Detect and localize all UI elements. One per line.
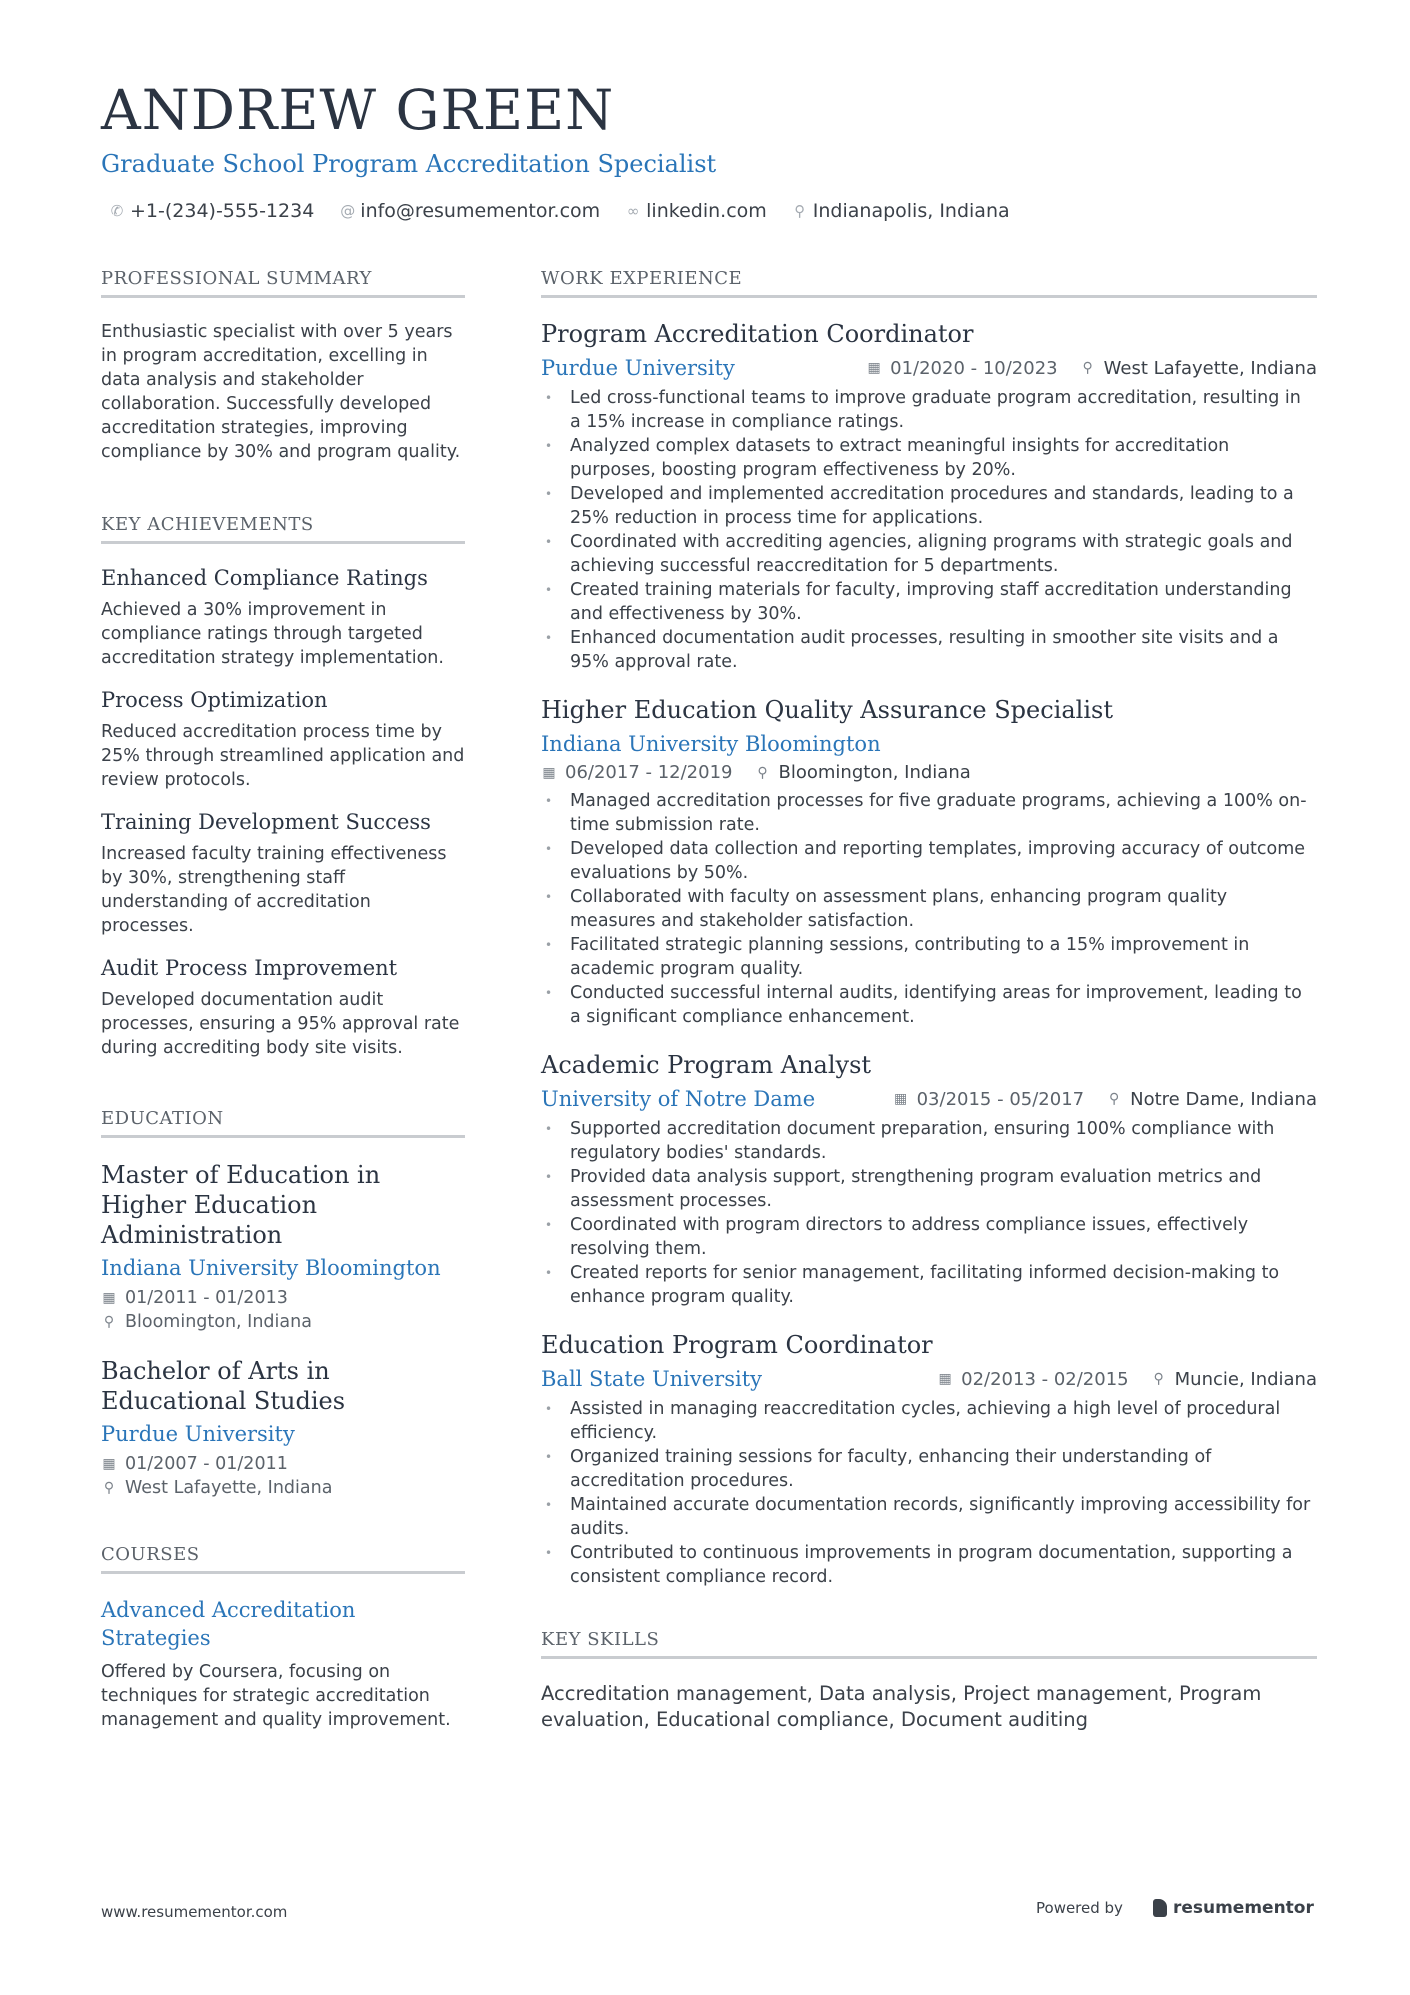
education-location: ⚲ Bloomington, Indiana: [101, 1310, 465, 1334]
section-heading: EDUCATION: [101, 1108, 465, 1138]
education-dates: ▦ 01/2011 - 01/2013: [102, 1288, 288, 1308]
job-location: West Lafayette, Indiana: [1103, 357, 1317, 379]
bullet-item: • Enhanced documentation audit processes, resulting in smoother site visits and a 95% approval rate.: [541, 626, 1317, 674]
job-bullets: [541, 789, 1317, 1029]
location-pin-icon: ⚲: [1082, 360, 1093, 376]
contact-linkedin[interactable]: [626, 200, 767, 222]
education-dates: ▦ 01/2007 - 01/2011: [102, 1454, 288, 1474]
bullet-item: • Created training materials for faculty, improving staff accreditation understanding and effectiveness by 30%.: [541, 578, 1317, 626]
company-name: Ball State University: [541, 1367, 763, 1391]
bullet-item: • Led cross-functional teams to improve graduate program accreditation, resulting in a 15% increase in compliance ratings.: [541, 386, 1317, 434]
bullet-item: • Collaborated with faculty on assessment plans, enhancing program quality measures and stakeholder satisfaction.: [541, 885, 1317, 933]
section-heading: WORK EXPERIENCE: [541, 268, 1317, 298]
job-entry: [541, 1051, 1317, 1309]
job-header-row: [541, 356, 1317, 380]
calendar-icon: ▦: [867, 360, 881, 376]
bullet-item: • Facilitated strategic planning sessions, contributing to a 15% improvement in academic program quality.: [541, 933, 1317, 981]
job-bullets: [541, 1397, 1317, 1589]
section-heading: PROFESSIONAL SUMMARY: [101, 268, 465, 298]
achievement-item: [101, 566, 465, 670]
section-heading: KEY SKILLS: [541, 1629, 1317, 1659]
candidate-role: Graduate School Program Accreditation Specialist: [101, 150, 717, 178]
bullet-item: • Developed data collection and reporting templates, improving accuracy of outcome evaluations by 50%.: [541, 837, 1317, 885]
link-icon: ∞: [626, 202, 640, 220]
footer-brand: [1036, 1898, 1314, 1918]
job-dates: 02/2013 - 02/2015: [961, 1368, 1129, 1390]
calendar-icon: ▦: [102, 1456, 116, 1472]
location-pin-icon: ⚲: [1108, 1091, 1120, 1107]
job-header-row: [541, 1087, 1317, 1111]
candidate-name: ANDREW GREEN: [101, 78, 615, 142]
company-name: Purdue University: [541, 356, 735, 380]
contact-phone[interactable]: [110, 200, 314, 222]
bullet-item: • Supported accreditation document preparation, ensuring 100% compliance with regulatory bodies' standards.: [541, 1117, 1317, 1165]
achievement-title: Audit Process Improvement: [101, 956, 398, 980]
bullet-item: • Contributed to continuous improvements in program documentation, supporting a consistent compliance record.: [541, 1541, 1317, 1589]
summary-text: Enthusiastic specialist with over 5 years in program accreditation, excelling in data analysis and stakeholder collaboration. Successfully developed accreditation strategies, improving compliance by 30% and program quality.: [101, 322, 461, 462]
email-icon: @: [340, 202, 356, 220]
bullet-item: • Analyzed complex datasets to extract meaningful insights for accreditation purposes, boosting program effectiveness by 20%.: [541, 434, 1317, 482]
location-icon: ⚲: [794, 202, 806, 220]
brand-name: resumementor: [1172, 1898, 1314, 1918]
course-text: Offered by Coursera, focusing on techniques for strategic accreditation management and quality improvement.: [101, 1662, 451, 1730]
bullet-item: • Maintained accurate documentation records, significantly improving accessibility for audits.: [541, 1493, 1317, 1541]
job-bullets: [541, 1117, 1317, 1309]
resumementor-logo-icon: [1153, 1899, 1167, 1917]
job-title: Program Accreditation Coordinator: [541, 320, 974, 348]
job-meta: [937, 1369, 1317, 1390]
skills-section: [541, 1629, 1317, 1733]
job-location: Bloomington, Indiana: [778, 762, 971, 783]
job-entry: [541, 1331, 1317, 1589]
achievement-item: [101, 688, 465, 792]
summary-section: [101, 268, 465, 464]
location-pin-icon: ⚲: [103, 1480, 115, 1496]
brand-link[interactable]: [1153, 1898, 1314, 1918]
location-pin-icon: ⚲: [1153, 1371, 1164, 1387]
company-name: University of Notre Dame: [541, 1087, 816, 1111]
job-entry: [541, 696, 1317, 1029]
left-column: [101, 268, 465, 1732]
achievement-item: [101, 810, 465, 938]
achievement-item: [101, 956, 465, 1060]
job-location: Muncie, Indiana: [1174, 1368, 1317, 1390]
phone-text: +1-(234)-555-1234: [130, 200, 315, 222]
contact-bar: [110, 200, 1010, 222]
calendar-icon: ▦: [542, 764, 556, 781]
courses-section: [101, 1544, 465, 1732]
job-dates: 03/2015 - 05/2017: [916, 1088, 1085, 1110]
bullet-item: • Organized training sessions for faculty, enhancing their understanding of accreditation procedures.: [541, 1445, 1317, 1493]
footer-website[interactable]: www.resumementor.com: [101, 1903, 288, 1921]
bullet-item: • Conducted successful internal audits, identifying areas for improvement, leading to a significant compliance enhancement.: [541, 981, 1317, 1029]
achievement-text: Reduced accreditation process time by 25% through streamlined application and review protocols.: [101, 722, 465, 790]
degree-title: Bachelor of Arts in Educational Studies: [101, 1357, 346, 1415]
job-entry: [541, 320, 1317, 674]
job-dates: 01/2020 - 10/2023: [890, 357, 1058, 379]
calendar-icon: ▦: [938, 1371, 952, 1387]
achievement-title: Enhanced Compliance Ratings: [101, 566, 428, 590]
location-text: Indianapolis, Indiana: [812, 200, 1010, 222]
phone-icon: ✆: [110, 202, 124, 220]
section-heading: KEY ACHIEVEMENTS: [101, 514, 465, 544]
achievement-text: Developed documentation audit processes, ensuring a 95% approval rate during accrediting body site visits.: [101, 990, 460, 1058]
powered-by-label: Powered by: [1036, 1899, 1123, 1917]
job-dates: 06/2017 - 12/2019: [565, 762, 733, 783]
location-pin-icon: ⚲: [757, 764, 768, 781]
bullet-item: • Created reports for senior management, facilitating informed decision-making to enhance program quality.: [541, 1261, 1317, 1309]
right-column: [541, 268, 1317, 1733]
school-name: Indiana University Bloomington: [101, 1256, 441, 1280]
bullet-item: • Coordinated with accrediting agencies, aligning programs with strategic goals and achieving successful reaccreditation for 5 departments.: [541, 530, 1317, 578]
calendar-icon: ▦: [102, 1290, 116, 1306]
achievements-section: [101, 514, 465, 1060]
course-title: Advanced Accreditation Strategies: [101, 1598, 356, 1650]
job-location: Notre Dame, Indiana: [1130, 1088, 1317, 1110]
bullet-item: • Developed and implemented accreditation procedures and standards, leading to a 25% reduction in process time for applications.: [541, 482, 1317, 530]
contact-location: [793, 200, 1010, 222]
job-meta: [866, 358, 1317, 379]
education-section: [101, 1108, 465, 1500]
section-heading: COURSES: [101, 1544, 465, 1574]
company-name: Indiana University Bloomington: [541, 732, 881, 756]
calendar-icon: ▦: [893, 1091, 908, 1107]
education-location: ⚲ West Lafayette, Indiana: [101, 1476, 465, 1500]
bullet-item: • Managed accreditation processes for five graduate programs, achieving a 100% on-time submission rate.: [541, 789, 1317, 837]
bullet-item: • Assisted in managing reaccreditation cycles, achieving a high level of procedural efficiency.: [541, 1397, 1317, 1445]
achievement-title: Process Optimization: [101, 688, 328, 712]
achievement-text: Achieved a 30% improvement in compliance ratings through targeted accreditation strategy implementation.: [101, 600, 444, 668]
bullet-item: • Provided data analysis support, strengthening program evaluation metrics and assessment processes.: [541, 1165, 1317, 1213]
achievement-title: Training Development Success: [101, 810, 431, 834]
contact-email[interactable]: [340, 200, 600, 222]
linkedin-text: linkedin.com: [646, 200, 767, 222]
job-bullets: [541, 386, 1317, 674]
job-title: Education Program Coordinator: [541, 1331, 933, 1359]
job-title: Academic Program Analyst: [541, 1051, 872, 1079]
job-meta: [541, 762, 1317, 783]
skills-text: Accreditation management, Data analysis, Project management, Program evaluation, Educational compliance, Document auditing: [541, 1682, 1262, 1731]
school-name: Purdue University: [101, 1422, 295, 1446]
degree-title: Master of Education in Higher Education Administration: [101, 1161, 381, 1249]
achievement-text: Increased faculty training effectiveness by 30%, strengthening staff understanding of accreditation processes.: [101, 844, 447, 936]
bullet-item: • Coordinated with program directors to address compliance issues, effectively resolving them.: [541, 1213, 1317, 1261]
education-item: [101, 1160, 465, 1334]
location-pin-icon: ⚲: [103, 1314, 115, 1330]
job-header-row: [541, 1367, 1317, 1391]
email-text: info@resumementor.com: [360, 200, 601, 222]
job-title: Higher Education Quality Assurance Specialist: [541, 696, 1113, 724]
education-item: [101, 1356, 465, 1500]
job-meta: [893, 1089, 1317, 1110]
